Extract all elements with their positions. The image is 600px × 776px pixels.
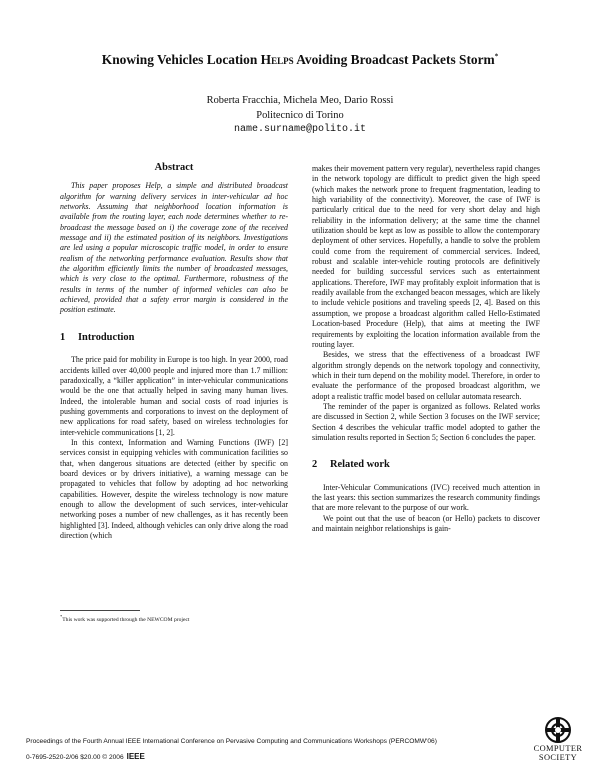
help-smallcaps: Helps <box>260 52 294 67</box>
right-column <box>312 164 540 534</box>
section-heading-introduction <box>60 333 288 343</box>
paper-title: Knowing Vehicles Location Helps Avoiding Broadcast Packets Storm* <box>101 52 499 67</box>
section-number: 1 <box>60 331 66 343</box>
section-title: Related work <box>330 459 390 471</box>
intro-paragraph-2: In this context, Information and Warning Functions (IWF) [2] services consist in equipping vehicles with communication facilities so that, when dangerous situations are detected (either by specific on board devices or by drivers initiative), a warning message can be propagated to vehicles that follow by adopting ad hoc networking capabilities. However, despite the wireless technology is now mature enough to allow the development of such services, inter-vehicular networking poses a number of new challenges, as it has recently been highlighted [3]. Indeed, although vehicles can only drive along the road direction (which <box>60 437 288 540</box>
abstract-text: This paper proposes Help, a simple and distributed broadcast algorithm for warning delivery services in inter-vehicular ad hoc networks. Assuming that neighborhood location information is available from the routing layer, each node determines whether to re-broadcast the message based on i) the coverage zone of the received message and ii) the estimated position of its neighbors. Investigations are led using a popular microscopic traffic model, in order to ensure realism of the networking performance evaluation. Results show that the algorithm efficiently limits the number of broadcasted messages, which is very close to the optimal. Furthermore, robustness of the results in terms of the number of informed vehicles can also be achieved, provided that a safety error margin is considered in the position estimate. <box>60 181 288 315</box>
intro-paragraph-2-continued: makes their movement pattern very regular), nevertheless rapid changes in the network topology are difficult to predict given the high speed (which makes the network prone to frequent fragmentation, leading to high variability of the connectivity). Moreover, the case of IWF is particularly critical due to the need for very short delay and high reliability in the information delivery; at the same time the channel utilization should be kept as low as possible to allow the contemporary deployment of other services. Hopefully, a handle to solve the problem could come from the requirement of commercial services. Indeed, robust and scalable inter-vehicle routing protocols are definitively needed for building successful services such as entertainment applications. Therefore, IWF may profitably exploit information that is readily available from the exchanged beacon messages, which are likely to include vehicle positions and traveling speeds [2, 4]. Based on this assumption, we propose a broadcast algorithm called Hello-Estimated Location-based Procedure (Help), that aims at meeting the IWF requirements by exploiting the location information available from the routing layer. <box>312 164 540 349</box>
isbn-footer: 0-7695-2520-2/06 $20.00 © 2006 IEEE <box>26 752 145 761</box>
footnote: *This work was supported through the NEWCOM project <box>60 614 190 623</box>
intro-paragraph-4: The reminder of the paper is organized as follows. Related works are discussed in Section 2, while Section 3 focuses on the IWF service; Section 4 describes the vehicular traffic model adopted to gather the simulation results reported in Section 5; Section 6 concludes the paper. <box>312 401 540 442</box>
author-list: Roberta Fracchia, Michela Meo, Dario Rossi <box>206 95 394 106</box>
abstract-heading: Abstract <box>154 162 194 173</box>
computer-society-logo <box>526 716 590 772</box>
footnote-rule <box>60 610 140 611</box>
intro-paragraph-1: The price paid for mobility in Europe is too high. In year 2000, road accidents killed over 40,000 people and injured more than 1.7 million: paradoxically, a “killer application” in inter-vehicular communications would be the one that actually helped in saving many human lives. Indeed, the intolerable human and social costs of road injuries is pushing governments and corporations to invest on the deployment of new applications for road safety, based on wireless technologies for inter-vehicle communications [1, 2]. <box>60 355 288 437</box>
ieee-mark: IEEE <box>126 752 145 761</box>
section-title: Introduction <box>78 331 135 343</box>
proceedings-footer: Proceedings of the Fourth Annual IEEE International Conference on Pervasive Computing and Communications Workshops (PERCOMW'06) <box>26 738 437 745</box>
affiliation: Politecnico di Torino <box>256 110 344 121</box>
author-email: name.surname@polito.it <box>233 124 367 135</box>
section-number: 2 <box>312 459 318 471</box>
title-footnote-mark: * <box>494 52 499 61</box>
related-paragraph-1: Inter-Vehicular Communications (IVC) received much attention in the last years: this section summarizes the research community findings that are more relevant to the purpose of our work. <box>312 482 540 513</box>
left-column <box>60 163 288 541</box>
computer-society-wordmark: COMPUTER SOCIETY <box>533 744 583 762</box>
section-heading-related-work <box>312 460 540 470</box>
related-paragraph-2: We point out that the use of beacon (or Hello) packets to discover and maintain neighbor relationships is gain- <box>312 513 540 533</box>
intro-paragraph-3: Besides, we stress that the effectiveness of a broadcast IWF algorithm strongly depends on the network topology and connectivity, which in their turn depend on the mobility model. Therefore, in order to evaluate the performance of the proposed broadcast algorithm, we adopt a realistic traffic model based on cellular automata research. <box>312 350 540 401</box>
computer-society-emblem-icon <box>544 716 572 744</box>
